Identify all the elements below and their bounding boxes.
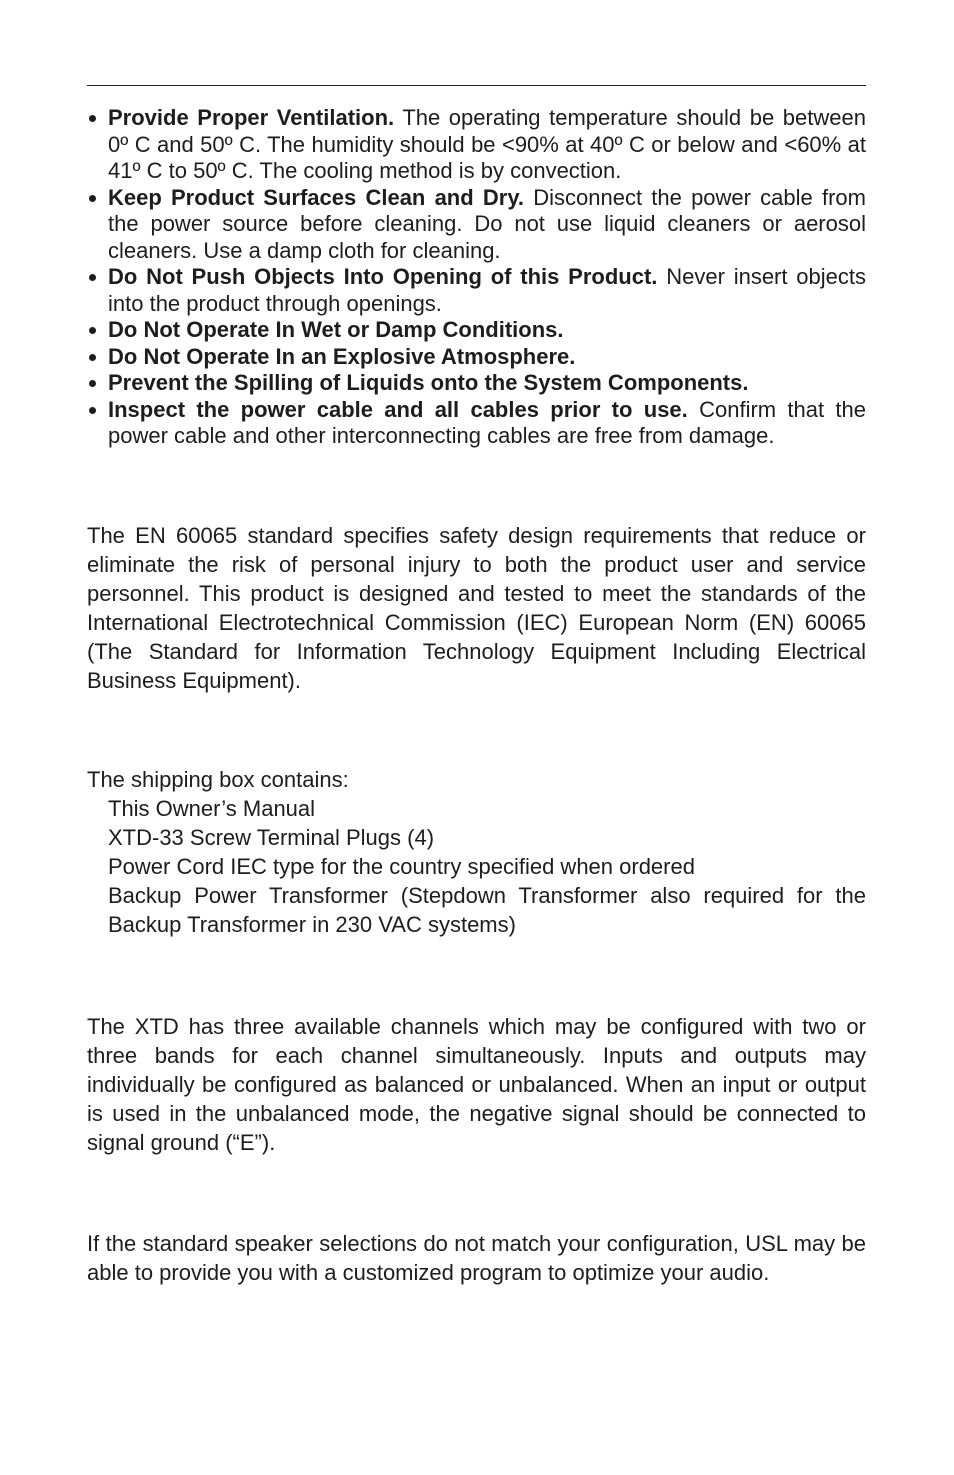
safety-item-liquids: [87, 370, 866, 397]
safety-item-heading: Do Not Operate In an Explosive Atmosphere.: [108, 343, 576, 369]
shipping-contents: [87, 765, 866, 939]
safety-item-text: Disconnect the power cable from the power source before cleaning. Do not use liquid cleaners or aerosol cleaners. Use a damp cloth for cleaning.: [108, 184, 866, 263]
safety-item-heading: Prevent the Spilling of Liquids onto the System Components.: [108, 370, 749, 395]
bullet-icon: [89, 327, 96, 334]
list-item: XTD-33 Screw Terminal Plugs (4): [108, 825, 435, 850]
channels-paragraph: The XTD has three available channels which may be configured with two or three bands for each channel simultaneously. Inputs and outputs may individually be configured as balanced or unbalanced. When an input or output is used in the unbalanced mode, the negative signal should be connected to signal ground (“E”).: [87, 1014, 866, 1155]
safety-instructions-list: [87, 105, 866, 450]
standard-paragraph: The EN 60065 standard specifies safety design requirements that reduce or eliminate the risk of personal injury to both the product user and service personnel. This product is designed and tested to meet the standards of the International Electrotechnical Commission (IEC) European Norm (EN) 60065 (The Standard for Information Technology Equipment Including Electrical Business Equipment).: [87, 523, 866, 693]
safety-item-heading: Do Not Operate In Wet or Damp Conditions.: [108, 317, 564, 342]
safety-item-clean-dry: [87, 185, 866, 265]
list-item: Power Cord IEC type for the country specified when ordered: [108, 854, 695, 879]
bullet-icon: [89, 354, 96, 361]
safety-item-ventilation: [87, 105, 866, 185]
header-rule: [87, 85, 866, 86]
shipping-intro: The shipping box contains:: [87, 767, 349, 792]
bullet-icon: [89, 274, 96, 281]
safety-item-heading: Provide Proper Ventilation.: [108, 105, 395, 130]
safety-item-inspect-cables: [87, 397, 866, 450]
bullet-icon: [89, 115, 96, 122]
safety-item-text: The operating temperature should be between 0º C and 50º C. The humidity should be <90% at 40º C or below and <60% at 41º C to 50º C. The cooling method is by convection.: [108, 105, 866, 183]
safety-item-text: Never insert objects into the product through openings.: [108, 264, 866, 316]
bullet-icon: [89, 407, 96, 414]
bullet-icon: [89, 380, 96, 387]
list-item: This Owner’s Manual: [108, 796, 316, 821]
bullet-icon: [89, 195, 96, 202]
safety-item-heading: Inspect the power cable and all cables prior to use.: [108, 396, 688, 422]
safety-item-explosive-atmosphere: [87, 344, 866, 371]
safety-item-text: Confirm that the power cable and other interconnecting cables are free from damage.: [108, 396, 866, 448]
custom-program-paragraph: If the standard speaker selections do not match your configuration, USL may be able to provide you with a customized program to optimize your audio.: [87, 1231, 866, 1285]
list-item: Backup Power Transformer (Stepdown Transformer also required for the Backup Transformer in 230 VAC systems): [108, 883, 866, 937]
shipping-items-list: [87, 794, 866, 939]
safety-item-heading: Do Not Push Objects Into Opening of this Product.: [108, 264, 658, 289]
safety-item-openings: [87, 264, 866, 317]
safety-item-heading: Keep Product Surfaces Clean and Dry.: [108, 184, 525, 210]
safety-item-wet-conditions: [87, 317, 866, 344]
